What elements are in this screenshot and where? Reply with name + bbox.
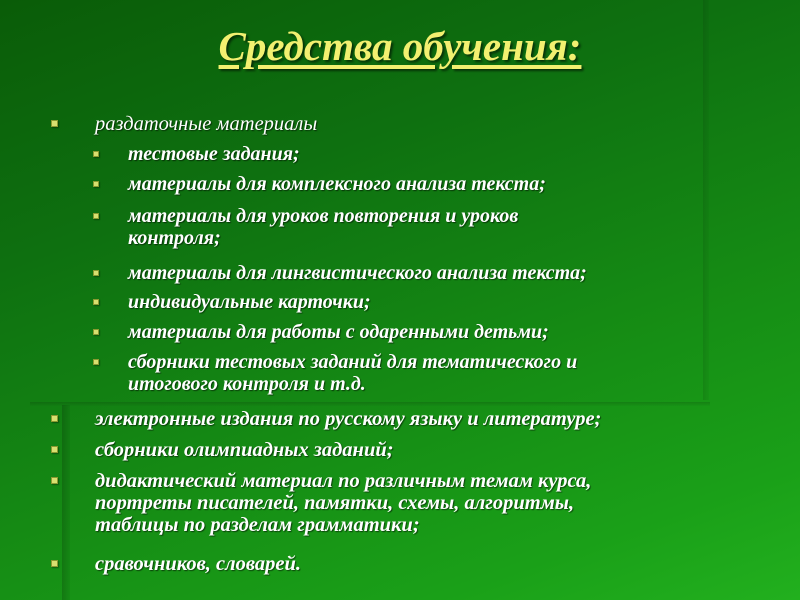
list-item: материалы для уроков повторения и уроков контроля; (128, 205, 518, 249)
list-item: электронные издания по русскому языку и литературе; (95, 408, 601, 430)
bullet-icon (51, 120, 58, 127)
list-item: материалы для лингвистического анализа текста; (128, 262, 587, 284)
slide-title: Средства обучения: (218, 23, 582, 69)
decorative-line (62, 405, 70, 600)
bullet-icon (51, 477, 58, 484)
list-item: дидактический материал по различным темам курса, портреты писателей, памятки, схемы, алгоритмы, таблицы по разделам грамматики; (95, 470, 591, 536)
bullet-icon (93, 213, 99, 219)
decorative-line (30, 402, 710, 406)
list-item: сборники олимпиадных заданий; (95, 439, 394, 461)
bullet-icon (51, 446, 58, 453)
bullet-icon (51, 415, 58, 422)
list-item: материалы для комплексного анализа текста; (128, 173, 546, 195)
bullet-icon (93, 151, 99, 157)
list-item: сравочников, словарей. (95, 553, 301, 575)
bullet-icon (93, 181, 99, 187)
list-item: тестовые задания; (128, 143, 300, 165)
bullet-icon (93, 359, 99, 365)
bullet-icon (93, 270, 99, 276)
bullet-icon (93, 299, 99, 305)
bullet-icon (51, 560, 58, 567)
list-item: индивидуальные карточки; (128, 291, 371, 313)
list-item: раздаточные материалы (95, 113, 317, 135)
list-item: материалы для работы с одаренными детьми; (128, 321, 549, 343)
bullet-icon (93, 329, 99, 335)
list-item: сборники тестовых заданий для тематического и итогового контроля и т.д. (128, 351, 577, 395)
